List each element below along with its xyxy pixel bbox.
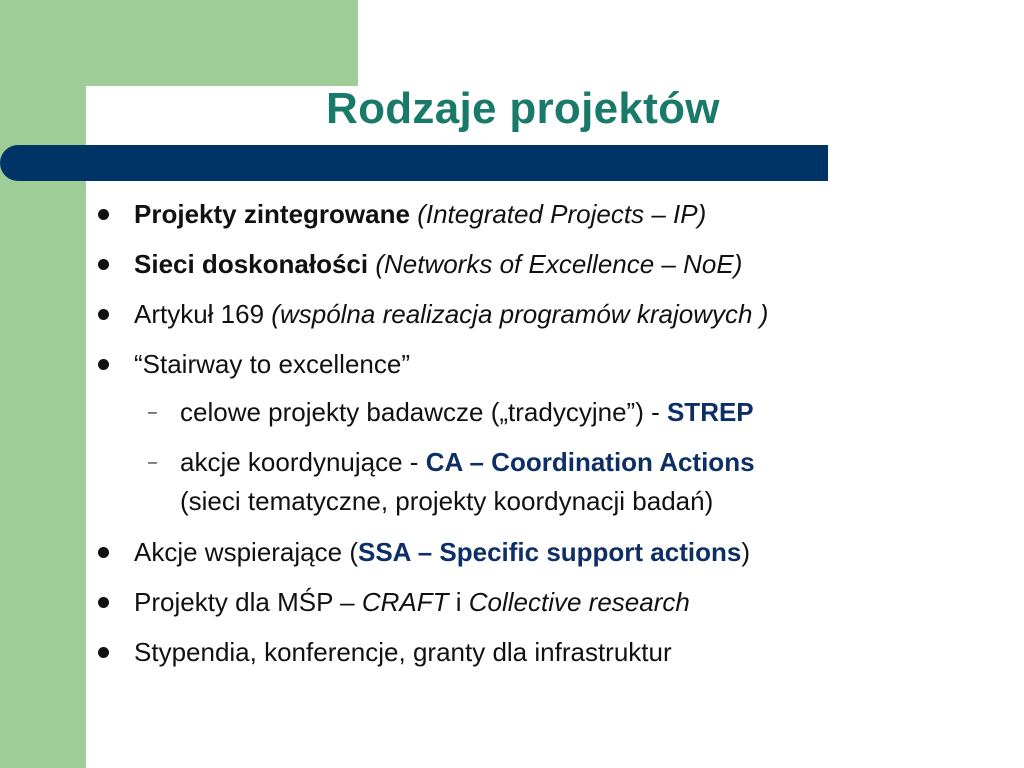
list-item [134, 637, 672, 667]
item-text: Akcje wspierające ( [134, 537, 358, 567]
sub-marker: – [148, 404, 157, 421]
item-italic: (Integrated Projects – IP) [417, 199, 707, 229]
item-italic: (Networks of Excellence – NoE) [375, 249, 743, 279]
item-text-after: ) [741, 537, 751, 567]
item-text: Stypendia, konferencje, granty dla infrastruktur [134, 637, 672, 667]
item-text: akcje koordynujące - [180, 447, 426, 477]
list-item [134, 349, 410, 379]
list-item [134, 299, 768, 329]
list-item [134, 199, 706, 229]
bullet-dot [98, 259, 109, 270]
item-text: Artykuł 169 [134, 299, 272, 329]
bullet-dot [98, 209, 109, 220]
item-text: celowe projekty badawcze („tradycyjne”) - [180, 397, 667, 427]
list-item [134, 537, 750, 567]
sub-marker: – [148, 454, 157, 471]
item-highlight: STREP [666, 397, 754, 427]
item-highlight: CA – Coordination Actions [425, 447, 755, 477]
bullet-dot [98, 359, 109, 370]
sub-list-item [180, 447, 755, 477]
item-text: (sieci tematyczne, projekty koordynacji badań) [180, 486, 714, 516]
item-highlight: SSA – Specific support actions [357, 537, 742, 567]
item-bold: Projekty zintegrowane [134, 199, 410, 229]
bullet-dot [98, 597, 109, 608]
list-item [134, 587, 690, 617]
item-italic: (wspólna realizacja programów krajowych ) [271, 299, 769, 329]
item-bold: Sieci doskonałości [134, 249, 369, 279]
sub-list-item [180, 397, 754, 427]
slide-title: Rodzaje projektów [326, 84, 720, 133]
item-italic: CRAFT [361, 587, 449, 617]
item-italic: Collective research [468, 587, 690, 617]
sub-list-item-continuation [180, 486, 713, 516]
item-text-mid: i [448, 587, 469, 617]
bullet-dot [98, 647, 109, 658]
list-item [134, 249, 742, 279]
bullet-dot [98, 547, 109, 558]
bullet-dot [98, 309, 109, 320]
item-text: Projekty dla MŚP – [134, 587, 362, 617]
item-text: “Stairway to excellence” [134, 349, 410, 379]
